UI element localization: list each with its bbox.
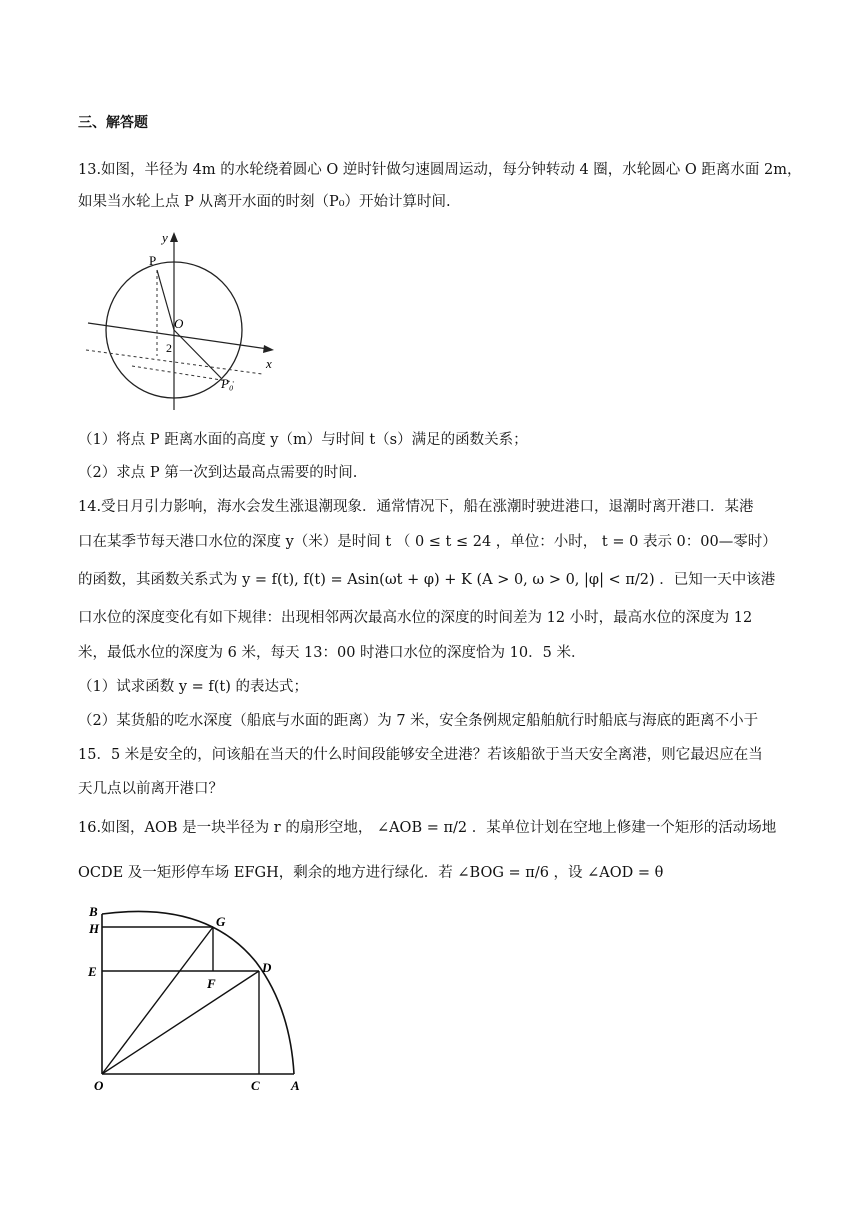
fig16-label-c: C [251, 1078, 260, 1093]
q14-text-line5: 米，最低水位的深度为 6 米，每天 13：00 时港口水位的深度恰为 10．5 米． [78, 645, 586, 661]
q14-text-line4: 口水位的深度变化有如下规律：出现相邻两次最高水位的深度的时间差为 12 小时，最高水位的深度为 12 [78, 610, 753, 626]
q14-sub2-line2: 15．5 米是安全的，问该船在当天的什么时间段能够安全进港？若该船欲于当天安全离港，则它最迟应在当 [78, 747, 763, 763]
fig16-label-o: O [94, 1078, 104, 1093]
fig13-label-p: P [149, 253, 157, 268]
q16-sector-figure [86, 902, 308, 1094]
fig13-label-p0: P₀ [221, 376, 234, 391]
q14-text-line2: 口在某季节每天港口水位的深度 y（米）是时间 t （ 0 ≤ t ≤ 24 ，单位：小时， t = 0 表示 0：00—零时） [78, 534, 777, 550]
q14-sub1: （1）试求函数 y = f(t) 的表达式； [78, 679, 309, 695]
q14-text-line3: 的函数，其函数关系式为 y = f(t), f(t) = Asin(ωt + φ) + K (A > 0, ω > 0, |φ| < π/2) ．已知一天中该港 [78, 572, 776, 588]
q14-sub2-line3: 天几点以前离开港口？ [78, 781, 223, 797]
sector-arc [102, 911, 294, 1074]
fig16-label-g: G [216, 914, 226, 929]
fig16-label-d: D [262, 960, 272, 975]
fig16-label-h: H [89, 921, 100, 936]
fig13-label-x: x [266, 356, 272, 371]
y-axis-arrow [170, 232, 178, 242]
section-heading: 三、解答题 [78, 115, 148, 131]
q14-text-line1: 14.受日月引力影响，海水会发生涨退潮现象．通常情况下，船在涨潮时驶进港口，退潮时离开港口．某港 [78, 499, 754, 515]
radius-op [157, 270, 174, 330]
fig13-label-two: 2 [166, 341, 172, 355]
fig16-label-e: E [88, 964, 97, 979]
q16-text-line1: 16.如图，AOB 是一块半径为 r 的扇形空地， ∠AOB = π/2 ．某单位计划在空地上修建一个矩形的活动场地 [78, 820, 777, 836]
fig16-label-b: B [89, 904, 98, 919]
radius-op0 [174, 330, 221, 378]
x-axis-arrow [263, 345, 274, 353]
q13-sub1: （1）将点 P 距离水面的高度 y（m）与时间 t（s）满足的函数关系； [78, 432, 528, 448]
fig13-label-o: O [174, 316, 184, 331]
segment-od [102, 971, 259, 1074]
q13-text-line1: 13.如图，半径为 4m 的水轮绕着圆心 O 逆时针做匀速圆周运动，每分钟转动 4 圈，水轮圆心 O 距离水面 2m， [78, 162, 802, 178]
fig16-label-a: A [291, 1078, 300, 1093]
q13-waterwheel-figure [84, 228, 280, 414]
fig13-label-y: y [162, 230, 168, 245]
q14-sub2-line1: （2）某货船的吃水深度（船底与水面的距离）为 7 米，安全条例规定船舶航行时船底与海底的距离不小于 [78, 713, 759, 729]
fig16-label-f: F [207, 976, 216, 991]
segment-og [102, 927, 213, 1074]
q13-text-line2: 如果当水轮上点 P 从离开水面的时刻（P₀）开始计算时间. [78, 194, 451, 210]
q13-sub2: （2）求点 P 第一次到达最高点需要的时间. [78, 465, 358, 481]
q16-text-line2: OCDE 及一矩形停车场 EFGH，剩余的地方进行绿化．若 ∠BOG = π/6 ，设 ∠AOD = θ [78, 865, 664, 881]
